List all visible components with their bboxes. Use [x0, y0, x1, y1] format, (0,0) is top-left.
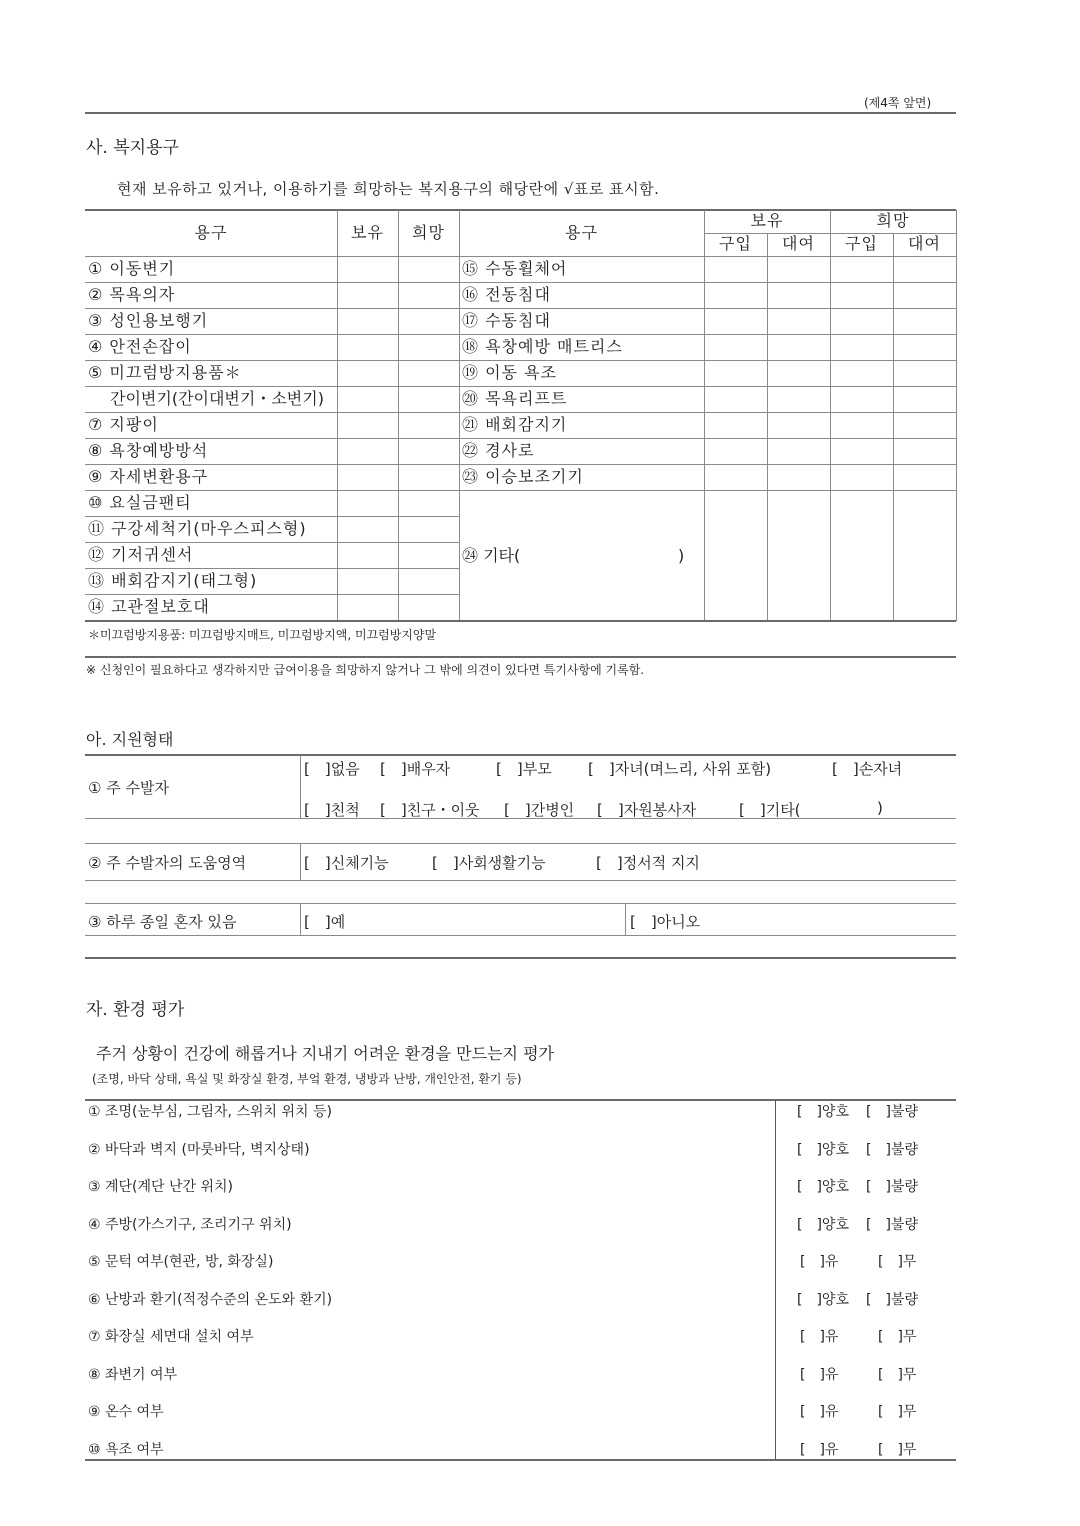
check-cell-own[interactable]: [338, 543, 397, 567]
environment-opt-2[interactable]: [ ]불량: [866, 1104, 918, 1120]
environment-opt-1[interactable]: [ ]양호: [797, 1291, 849, 1308]
check-cell-wish-buy[interactable]: [831, 283, 892, 307]
check-cell-wish[interactable]: [399, 465, 458, 489]
environment-item-label: ③ 계단(계단 난간 위치): [88, 1179, 234, 1195]
environment-opt-1[interactable]: [ ]유: [800, 1404, 839, 1420]
equipment-item-left: ⑭ 고관절보호대: [88, 597, 210, 616]
check-cell-wish-rent[interactable]: [894, 361, 955, 385]
equipment-item-left: ④ 안전손잡이: [88, 337, 192, 356]
check-cell-wish-buy[interactable]: [831, 439, 892, 463]
environment-opt-1[interactable]: [ ]유: [800, 1254, 839, 1270]
check-cell-wish-rent[interactable]: [894, 309, 955, 333]
check-cell-own-buy[interactable]: [705, 257, 766, 281]
check-cell-own[interactable]: [338, 491, 397, 515]
environment-opt-2[interactable]: [ ]불량: [866, 1179, 918, 1195]
check-cell-own[interactable]: [338, 335, 397, 359]
environment-item-label: ② 바닥과 벽지 (마룻바닥, 벽지상태): [88, 1141, 310, 1158]
equipment-item-left: ① 이동변기: [88, 259, 176, 278]
section-a-title: 아. 지원형태: [86, 730, 174, 749]
check-cell-own-buy[interactable]: [705, 283, 766, 307]
environment-opt-2[interactable]: [ ]무: [878, 1441, 917, 1458]
equipment-item-left: ⑧ 욕창예방방석: [88, 441, 209, 460]
check-cell-own-rent[interactable]: [768, 335, 829, 359]
environment-item-label: ⑤ 문턱 여부(현관, 방, 화장실): [88, 1254, 274, 1270]
check-cell-wish-rent[interactable]: [894, 413, 955, 437]
section-sa-instruction: 현재 보유하고 있거나, 이용하기를 희망하는 복지용구의 해당란에 √표로 표시함.: [117, 180, 660, 198]
check-cell-own-buy[interactable]: [705, 387, 766, 411]
caregiver-opt-spouse[interactable]: [ ]배우자: [380, 760, 451, 778]
caregiver-opt-other-close: ): [877, 799, 883, 817]
check-cell-wish-buy[interactable]: [831, 465, 892, 489]
check-cell-own[interactable]: [338, 517, 397, 541]
equipment-item-right: ㉒ 경사로: [462, 441, 535, 460]
check-cell-wish[interactable]: [399, 595, 458, 619]
environment-opt-2[interactable]: [ ]무: [878, 1254, 917, 1270]
environment-opt-1[interactable]: [ ]유: [800, 1441, 839, 1458]
environment-opt-1[interactable]: [ ]양호: [797, 1141, 849, 1158]
check-cell-wish[interactable]: [399, 491, 458, 515]
check-cell-own-rent[interactable]: [768, 361, 829, 385]
header-wish-rent: 대여: [908, 234, 941, 253]
check-cell-own[interactable]: [338, 309, 397, 333]
caregiver-opt-volunteer[interactable]: [ ]자원봉사자: [597, 801, 697, 819]
top-rule: [85, 112, 956, 114]
check-cell-own-buy[interactable]: [705, 439, 766, 463]
check-cell-wish-buy[interactable]: [831, 309, 892, 333]
check-cell-own[interactable]: [338, 595, 397, 619]
check-cell-wish-buy[interactable]: [831, 387, 892, 411]
check-cell-wish-rent[interactable]: [894, 465, 955, 489]
alone-opt-yes[interactable]: [ ]예: [304, 913, 346, 931]
check-cell-wish[interactable]: [399, 309, 458, 333]
help-opt-social[interactable]: [ ]사회생활기능: [432, 854, 546, 872]
environment-item-label: ⑥ 난방과 환기(적정수준의 온도와 환기): [88, 1291, 333, 1308]
header-item-left: 용구: [194, 223, 228, 242]
equipment-item-right: ㉑ 배회감지기: [462, 415, 568, 434]
check-cell-own[interactable]: [338, 283, 397, 307]
check-cell-wish-buy[interactable]: [831, 361, 892, 385]
environment-opt-1[interactable]: [ ]양호: [797, 1104, 849, 1120]
environment-opt-1[interactable]: [ ]양호: [797, 1216, 849, 1233]
check-cell-wish-buy[interactable]: [831, 257, 892, 281]
caregiver-opt-parent[interactable]: [ ]부모: [496, 760, 552, 778]
environment-opt-2[interactable]: [ ]불량: [866, 1141, 918, 1158]
check-cell-own-rent[interactable]: [768, 309, 829, 333]
environment-opt-1[interactable]: [ ]유: [800, 1329, 839, 1345]
alone-label: ③ 하루 종일 혼자 있음: [88, 913, 237, 931]
equipment-item-left: ⑨ 자세변환용구: [88, 467, 209, 486]
footnote: ＊미끄럼방지용품: 미끄럼방지매트, 미끄럼방지액, 미끄럼방지양말: [88, 628, 437, 642]
section-sa-title: 사. 복지용구: [86, 138, 179, 158]
equipment-item-right: ⑲ 이동 욕조: [462, 363, 557, 382]
check-cell-wish-rent[interactable]: [894, 283, 955, 307]
caregiver-label: ① 주 수발자: [88, 779, 169, 797]
check-cell-wish[interactable]: [399, 257, 458, 281]
check-cell-wish-rent[interactable]: [894, 387, 955, 411]
check-cell-own-rent[interactable]: [768, 439, 829, 463]
check-cell-own-rent[interactable]: [768, 387, 829, 411]
header-wish-buy: 구입: [845, 234, 878, 253]
other-item-label: ㉔ 기타(: [462, 546, 521, 565]
check-cell-wish-buy[interactable]: [831, 335, 892, 359]
help-opt-emotional[interactable]: [ ]정서적 지지: [596, 854, 700, 872]
check-cell-wish[interactable]: [399, 413, 458, 437]
check-cell-own-rent[interactable]: [768, 283, 829, 307]
check-cell-wish-buy[interactable]: [831, 413, 892, 437]
caregiver-opt-child[interactable]: [ ]자녀(며느리, 사위 포함): [588, 760, 772, 778]
equipment-item-left: ② 목욕의자: [88, 285, 176, 304]
equipment-item-right: ⑯ 전동침대: [462, 285, 551, 304]
check-cell-own-buy[interactable]: [705, 309, 766, 333]
environment-opt-2[interactable]: [ ]무: [878, 1329, 917, 1345]
equipment-item-left: ⑫ 기저귀센서: [88, 545, 194, 564]
note: ※ 신청인이 필요하다고 생각하지만 급여이용을 희망하지 않거나 그 밖에 의견이 있다면 특기사항에 기록함.: [86, 663, 645, 677]
equipment-item-left: ⑩ 요실금팬티: [88, 493, 192, 512]
environment-opt-1[interactable]: [ ]유: [800, 1366, 839, 1383]
check-cell-wish[interactable]: [399, 283, 458, 307]
section-ja-subtitle: 주거 상황이 건강에 해롭거나 지내기 어려운 환경을 만드는지 평가: [96, 1044, 555, 1063]
header-wish-right: 희망: [876, 211, 910, 230]
environment-opt-2[interactable]: [ ]무: [878, 1404, 917, 1420]
check-cell-own[interactable]: [338, 465, 397, 489]
alone-opt-no[interactable]: [ ]아니오: [630, 913, 701, 931]
caregiver-opt-grandchild[interactable]: [ ]손자녀: [832, 760, 903, 778]
help-opt-physical[interactable]: [ ]신체기능: [304, 854, 389, 872]
environment-item-label: ⑩ 욕조 여부: [88, 1441, 164, 1458]
check-cell-own[interactable]: [338, 257, 397, 281]
equipment-item-left: ⑤ 미끄럼방지용품＊: [88, 363, 242, 382]
check-cell-own-rent[interactable]: [768, 413, 829, 437]
equipment-item-left: ③ 성인용보행기: [88, 311, 209, 330]
other-item-close: ): [678, 546, 685, 565]
environment-item-label: ⑦ 화장실 세면대 설치 여부: [88, 1329, 254, 1345]
check-cell-wish[interactable]: [399, 387, 458, 411]
check-cell-own-buy[interactable]: [705, 361, 766, 385]
help-area-label: ② 주 수발자의 도움영역: [88, 854, 247, 872]
check-cell-wish[interactable]: [399, 543, 458, 567]
environment-item-label: ④ 주방(가스기구, 조리기구 위치): [88, 1216, 292, 1233]
environment-opt-2[interactable]: [ ]무: [878, 1366, 917, 1383]
header-own-rent: 대여: [782, 234, 815, 253]
check-cell-wish[interactable]: [399, 517, 458, 541]
caregiver-opt-relative[interactable]: [ ]친척: [304, 801, 360, 819]
environment-item-label: ⑧ 좌변기 여부: [88, 1366, 178, 1383]
check-cell-own-buy[interactable]: [705, 335, 766, 359]
check-cell-wish[interactable]: [399, 439, 458, 463]
header-wish-left: 희망: [412, 223, 445, 242]
check-cell-own[interactable]: [338, 387, 397, 411]
equipment-item-right: ⑳ 목욕리프트: [462, 389, 568, 408]
equipment-item-left: ⑬ 배회감지기(태그형): [88, 571, 258, 590]
check-cell-own-buy[interactable]: [705, 465, 766, 489]
environment-item-label: ⑨ 온수 여부: [88, 1404, 164, 1420]
section-ja-subnote: (조명, 바닥 상태, 욕실 및 화장실 환경, 부엌 환경, 냉방과 난방, 개인안전, 환기 등): [92, 1072, 522, 1086]
check-cell-own-buy[interactable]: [705, 413, 766, 437]
environment-opt-2[interactable]: [ ]불량: [866, 1291, 918, 1308]
environment-opt-1[interactable]: [ ]양호: [797, 1179, 849, 1195]
caregiver-opt-none[interactable]: [ ]없음: [304, 760, 360, 778]
equipment-item-left: 간이변기(간이대변기・소변기): [110, 389, 324, 408]
section-ja-title: 자. 환경 평가: [86, 1000, 185, 1020]
header-own-buy: 구입: [719, 234, 752, 253]
check-cell-wish-rent[interactable]: [894, 257, 955, 281]
equipment-item-left: ⑦ 지팡이: [88, 415, 159, 434]
check-cell-wish[interactable]: [399, 335, 458, 359]
check-cell-own[interactable]: [338, 439, 397, 463]
check-cell-wish-rent[interactable]: [894, 335, 955, 359]
page-label: (제4쪽 앞면): [864, 96, 932, 110]
check-cell-own[interactable]: [338, 361, 397, 385]
check-cell-wish[interactable]: [399, 361, 458, 385]
check-cell-wish[interactable]: [399, 569, 458, 593]
check-cell-own-rent[interactable]: [768, 257, 829, 281]
caregiver-opt-friend[interactable]: [ ]친구・이웃: [380, 801, 480, 819]
check-cell-own[interactable]: [338, 413, 397, 437]
check-cell-wish-rent[interactable]: [894, 439, 955, 463]
equipment-item-right: ⑮ 수동휠체어: [462, 259, 568, 278]
header-own-left: 보유: [351, 223, 384, 242]
environment-item-label: ① 조명(눈부심, 그림자, 스위치 위치 등): [88, 1104, 332, 1120]
caregiver-opt-nurse[interactable]: [ ]간병인: [504, 801, 575, 819]
header-own-right: 보유: [750, 211, 784, 230]
equipment-item-right: ⑱ 욕창예방 매트리스: [462, 337, 623, 356]
equipment-item-right: ㉓ 이승보조기기: [462, 467, 584, 486]
check-cell-own-rent[interactable]: [768, 465, 829, 489]
equipment-item-left: ⑪ 구강세척기(마우스피스형): [88, 519, 307, 538]
equipment-item-right: ⑰ 수동침대: [462, 311, 551, 330]
caregiver-opt-other[interactable]: [ ]기타(: [739, 801, 801, 819]
environment-opt-2[interactable]: [ ]불량: [866, 1216, 918, 1233]
header-item-right: 용구: [565, 223, 598, 242]
check-cell-own[interactable]: [338, 569, 397, 593]
